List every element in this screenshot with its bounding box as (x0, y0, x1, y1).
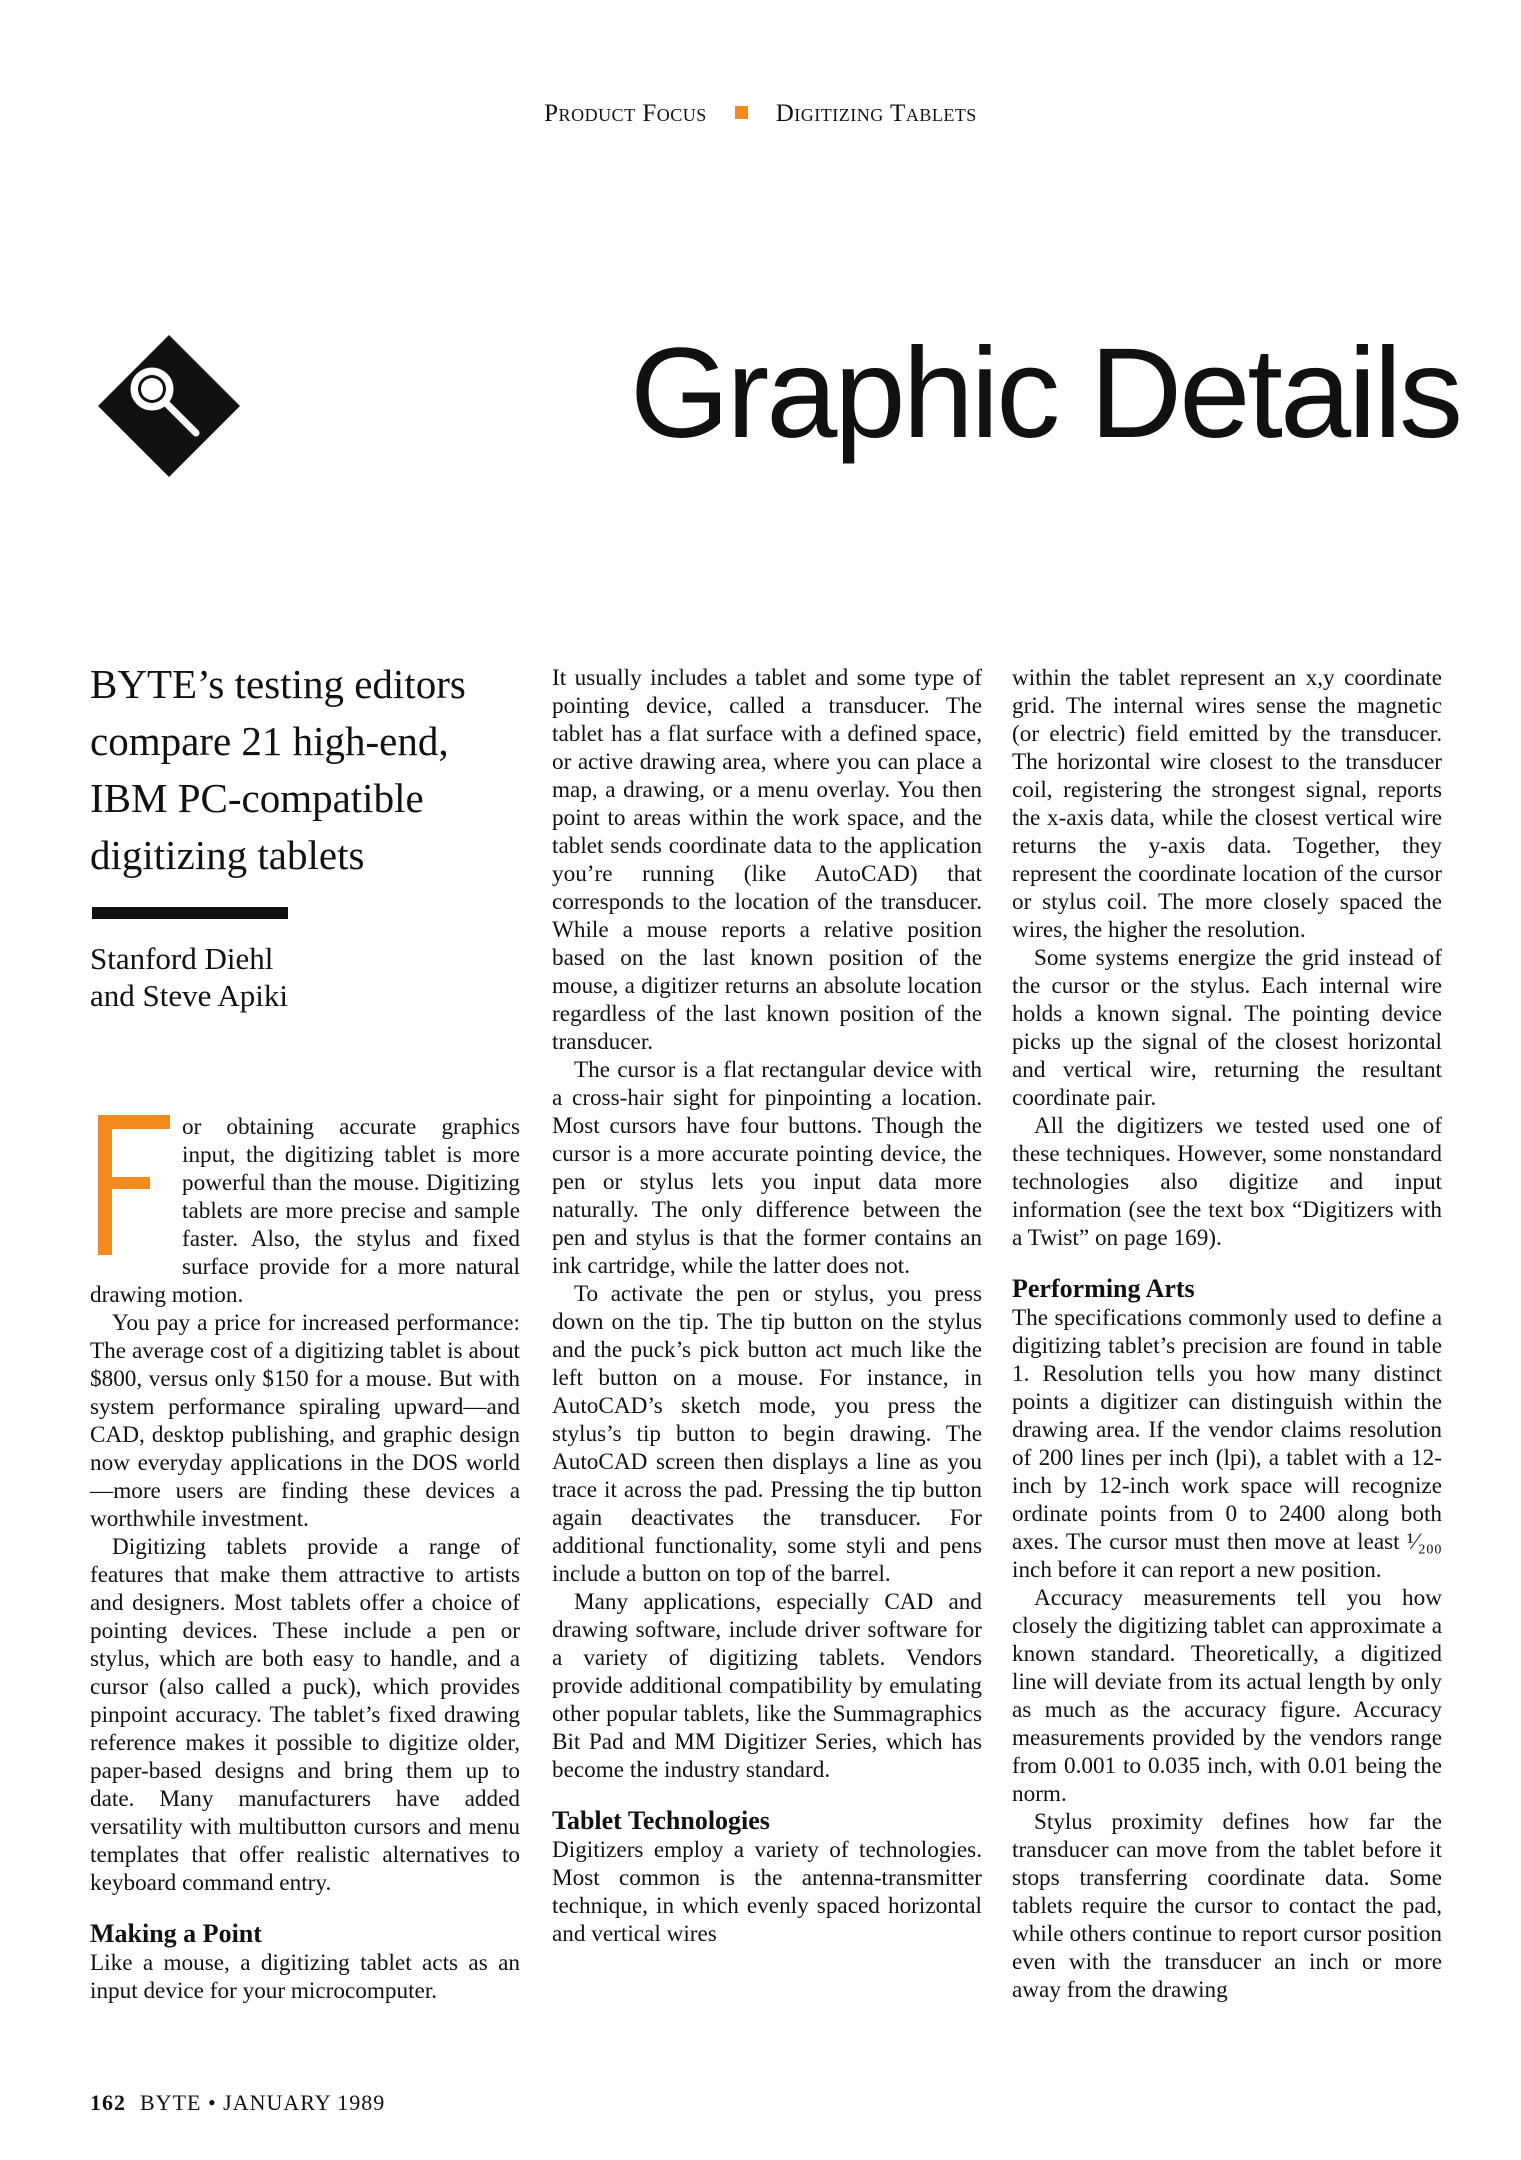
subheading: Performing Arts (1012, 1274, 1195, 1303)
column-2 (552, 664, 982, 1948)
paragraph: All the digitizers we tested used one of these techniques. However, some nonstandard technologies also digitize and input information (see the text box “Digitizers with a Twist” on page 169). (1012, 1113, 1442, 1251)
header-topic: Digitizing Tablets (775, 100, 977, 127)
paragraph: Many applications, especially CAD and drawing software, include driver software for a variety of digitizing tablets. Vendors provide additional compatibility by emulating other popular tablets, like the Summagraphics Bit Pad and MM Digitizer Series, which has become the industry standard. (552, 1589, 982, 1783)
paragraph: Like a mouse, a digitizing tablet acts as an input device for your microcomputer. (90, 1950, 520, 2004)
paragraph: Stylus proximity defines how far the transducer can move from the tablet before it stops transferring coordinate data. Some tablets require the cursor to contact the pad, while others continue to report cursor position even with the transducer an inch or more away from the drawing (1012, 1809, 1442, 2003)
author-line-1: Stanford Diehl (90, 941, 274, 976)
divider-rule (92, 907, 288, 919)
paragraph: The cursor is a flat rectangular device with a cross-hair sight for pinpointing a location. Most cursors have four buttons. Though the cursor is a more accurate pointing device, the pen or stylus lets you input data more naturally. The only difference between the pen and stylus is that the former contains an ink cartridge, while the latter does not. (552, 1057, 982, 1279)
column-3 (1012, 664, 1442, 2004)
author-line-2: and Steve Apiki (90, 978, 289, 1013)
paragraph: You pay a price for increased performance: The average cost of a digitizing tablet is about $800, versus only $150 for a mouse. But with system performance spiraling upward—and CAD, desktop publishing, and graphic design now everyday applications in the DOS world—more users are finding these devices a worthwhile investment. (90, 1310, 520, 1532)
column-1 (90, 1113, 520, 2005)
paragraph: It usually includes a tablet and some type of pointing device, called a transducer. The tablet has a flat surface with a defined space, or active drawing area, where you can place a map, a drawing, or a menu overlay. You then point to areas within the work space, and the tablet sends coordinate data to the application you’re running (like AutoCAD) that corresponds to the location of the transducer. While a mouse reports a relative position based on the last known position of the mouse, a digitizer returns an absolute location regardless of the last known position of the transducer. (552, 665, 982, 1055)
paragraph: Accuracy measurements tell you how closely the digitizing tablet can approximate a known standard. Theoretically, a digitized line will deviate from its actual length by only as much as the accuracy figure. Accuracy measurements provided by the vendors range from 0.001 to 0.035 inch, with 0.01 being the norm. (1012, 1585, 1442, 1807)
page-number: 162 (90, 2090, 126, 2115)
paragraph: The specifications commonly used to define a digitizing tablet’s precision are found in table 1. Resolution tells you how many distinct points a digitizer can distinguish within the drawing area. If the vendor claims resolution of 200 lines per inch (lpi), a tablet with a 12-inch by 12-inch work space will recognize ordinate points from 0 to 2400 along both axes. The cursor must then move at least ¹⁄₂₀₀ inch before it can report a new position. (1012, 1305, 1442, 1583)
paragraph: Some systems energize the grid instead of the cursor or the stylus. Each internal wire holds a known signal. The pointing device picks up the signal of the closest horizontal and vertical wire, returning the resultant coordinate pair. (1012, 945, 1442, 1111)
publication-info: BYTE • JANUARY 1989 (140, 2090, 386, 2115)
byline (90, 940, 490, 1014)
header-section: Product Focus (544, 100, 707, 127)
subheading: Making a Point (90, 1919, 262, 1948)
page-footer (90, 2090, 385, 2116)
paragraph: To activate the pen or stylus, you press down on the tip. The tip button on the stylus and the puck’s pick button act much like the left button on a mouse. For instance, in AutoCAD’s sketch mode, you press the stylus’s tip button to begin drawing. The AutoCAD screen then displays a line as you trace it across the pad. Pressing the tip button again deactivates the transducer. For additional functionality, some styli and pens include a button on top of the barrel. (552, 1281, 982, 1587)
article-title: Graphic Details (630, 322, 1460, 465)
subheading: Tablet Technologies (552, 1806, 770, 1835)
drop-cap (98, 1115, 170, 1255)
paragraph: Digitizers employ a variety of technologies. Most common is the antenna-transmitter technique, in which evenly spaced horizontal and vertical wires (552, 1837, 982, 1947)
paragraph: Digitizing tablets provide a range of features that make them attractive to artists and designers. Most tablets offer a choice of pointing devices. These include a pen or stylus, which are both easy to handle, and a cursor (also called a puck), which provides pinpoint accuracy. The tablet’s fixed drawing reference makes it possible to digitize older, paper-based designs and bring them up to date. Many manufacturers have added versatility with multibutton cursors and menu templates that offer realistic alternatives to keyboard command entry. (90, 1534, 520, 1896)
article-deck: BYTE’s testing editors compare 21 high-end, IBM PC-compatible digitizing tablets (90, 661, 466, 878)
running-header (0, 100, 1521, 128)
paragraph: or obtaining accurate graphics input, the digitizing tablet is more powerful than the mouse. Digitizing tablets are more precise and sample faster. Also, the stylus and fixed surface provide for a more natural drawing motion. (90, 1114, 520, 1308)
paragraph: within the tablet represent an x,y coordinate grid. The internal wires sense the magnetic (or electric) field emitted by the transducer. The horizontal wire closest to the transducer coil, registering the strongest signal, reports the x-axis data, while the closest vertical wire returns the y-axis data. Together, they represent the coordinate location of the cursor or stylus coil. The more closely spaced the wires, the higher the resolution. (1012, 665, 1442, 943)
orange-square-icon (735, 106, 748, 119)
